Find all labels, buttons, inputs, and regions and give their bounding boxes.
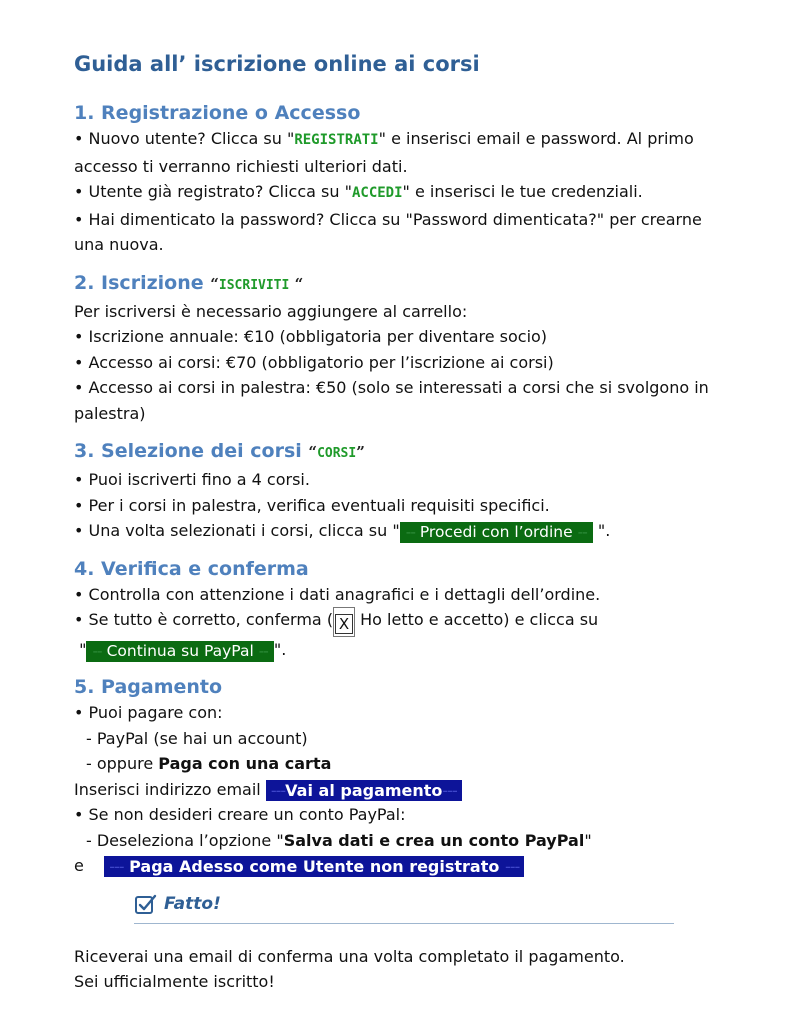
enrollment-intro: Per iscriversi è necessario aggiungere al carrello: [74,301,468,321]
step1-new-user: • Nuovo utente? Clicca su "REGISTRATI" e inserisci email e password. Al primo accesso ti verranno richiesti ulteriori dati. [74,129,694,176]
procedi-ordine-button: -- Procedi con l’ordine -- [400,522,593,543]
section-heading-3: 3. Selezione dei corsi “CORSI” [74,440,365,462]
verify-confirm: • Se tutto è corretto, conferma ( X Ho letto e accetto) e clicca su [74,607,717,637]
selection-proceed: • Una volta selezionati i corsi, clicca su " -- Procedi con l’ordine -- ". [74,521,611,541]
verify-check-data: • Controlla con attenzione i dati anagrafici e i dettagli dell’ordine. [74,584,601,604]
section-heading-1: 1. Registrazione o Accesso [74,102,361,124]
vai-pagamento-button: ---Vai al pagamento--- [266,780,462,801]
payment-options: • Puoi pagare con: [74,703,223,722]
payment-no-account: • Se non desideri creare un conto PayPal: [74,805,406,824]
section-heading-5: 5. Pagamento [74,676,223,698]
payment-email: Inserisci indirizzo email ---Vai al pagamento--- [74,777,717,803]
divider [134,923,674,924]
section-payment [74,674,717,879]
keyword-registrati: REGISTRATI [294,132,379,148]
enrollment-item-annual: • Iscrizione annuale: €10 (obbligatoria per diventare socio) [74,327,548,346]
enrollment-item-courses: • Accesso ai corsi: €70 (obbligatorio per l’iscrizione ai corsi) [74,352,554,372]
section-verify [74,556,717,663]
enrollment-item-gym: • Accesso ai corsi in palestra: €50 (solo se interessati a corsi che si svolgono in palestra) [74,378,709,423]
paga-adesso-button: --- Paga Adesso come Utente non registrato --- [104,856,524,877]
checkbox-x-mark: X [335,614,353,634]
section-registration [74,100,717,258]
selection-requirements: • Per i corsi in palestra, verifica eventuali requisiti specifici. [74,495,550,515]
keyword-corsi: CORSI [317,446,357,461]
keyword-iscriviti: ISCRIVITI [218,277,290,293]
done-label: Fatto! [134,893,717,915]
verify-paypal: " -- Continua su PayPal -- ". [79,639,287,660]
step1-forgot-password: • Hai dimenticato la password? Clicca su "Password dimenticata?" per crearne una nuova. [74,209,702,254]
payment-deselect: - Deseleziona l’opzione "Salva dati e crea un conto PayPal" [86,830,592,850]
payment-option-card: - oppure Paga con una carta [86,754,332,773]
paga-carta-label: Paga con una carta [158,754,332,773]
step1-existing-user: • Utente già registrato? Clicca su "ACCEDI" e inserisci le tue credenziali. [74,182,643,201]
section-heading-4: 4. Verifica e conferma [74,557,309,580]
payment-guest: e --- Paga Adesso come Utente non registrato --- [74,853,717,879]
payment-option-paypal: - PayPal (se hai un account) [86,728,308,748]
checkbox-check-icon [134,893,158,915]
continua-paypal-button: -- Continua su PayPal -- [86,641,273,662]
section-heading-2: 2. Iscrizione “ISCRIVITI “ [74,271,304,294]
selection-limit: • Puoi iscriverti fino a 4 corsi. [74,470,310,489]
section-enrollment [74,270,717,427]
section-course-selection [74,438,717,544]
closing-line-1: Riceverai una email di conferma una volta completato il pagamento. [74,946,625,966]
accept-checkbox [333,607,355,637]
page-title: Guida all’ iscrizione online ai corsi [74,52,480,76]
closing-line-2: Sei ufficialmente iscritto! [74,972,275,991]
closing-text [74,944,717,995]
keyword-accedi: ACCEDI [351,185,403,201]
